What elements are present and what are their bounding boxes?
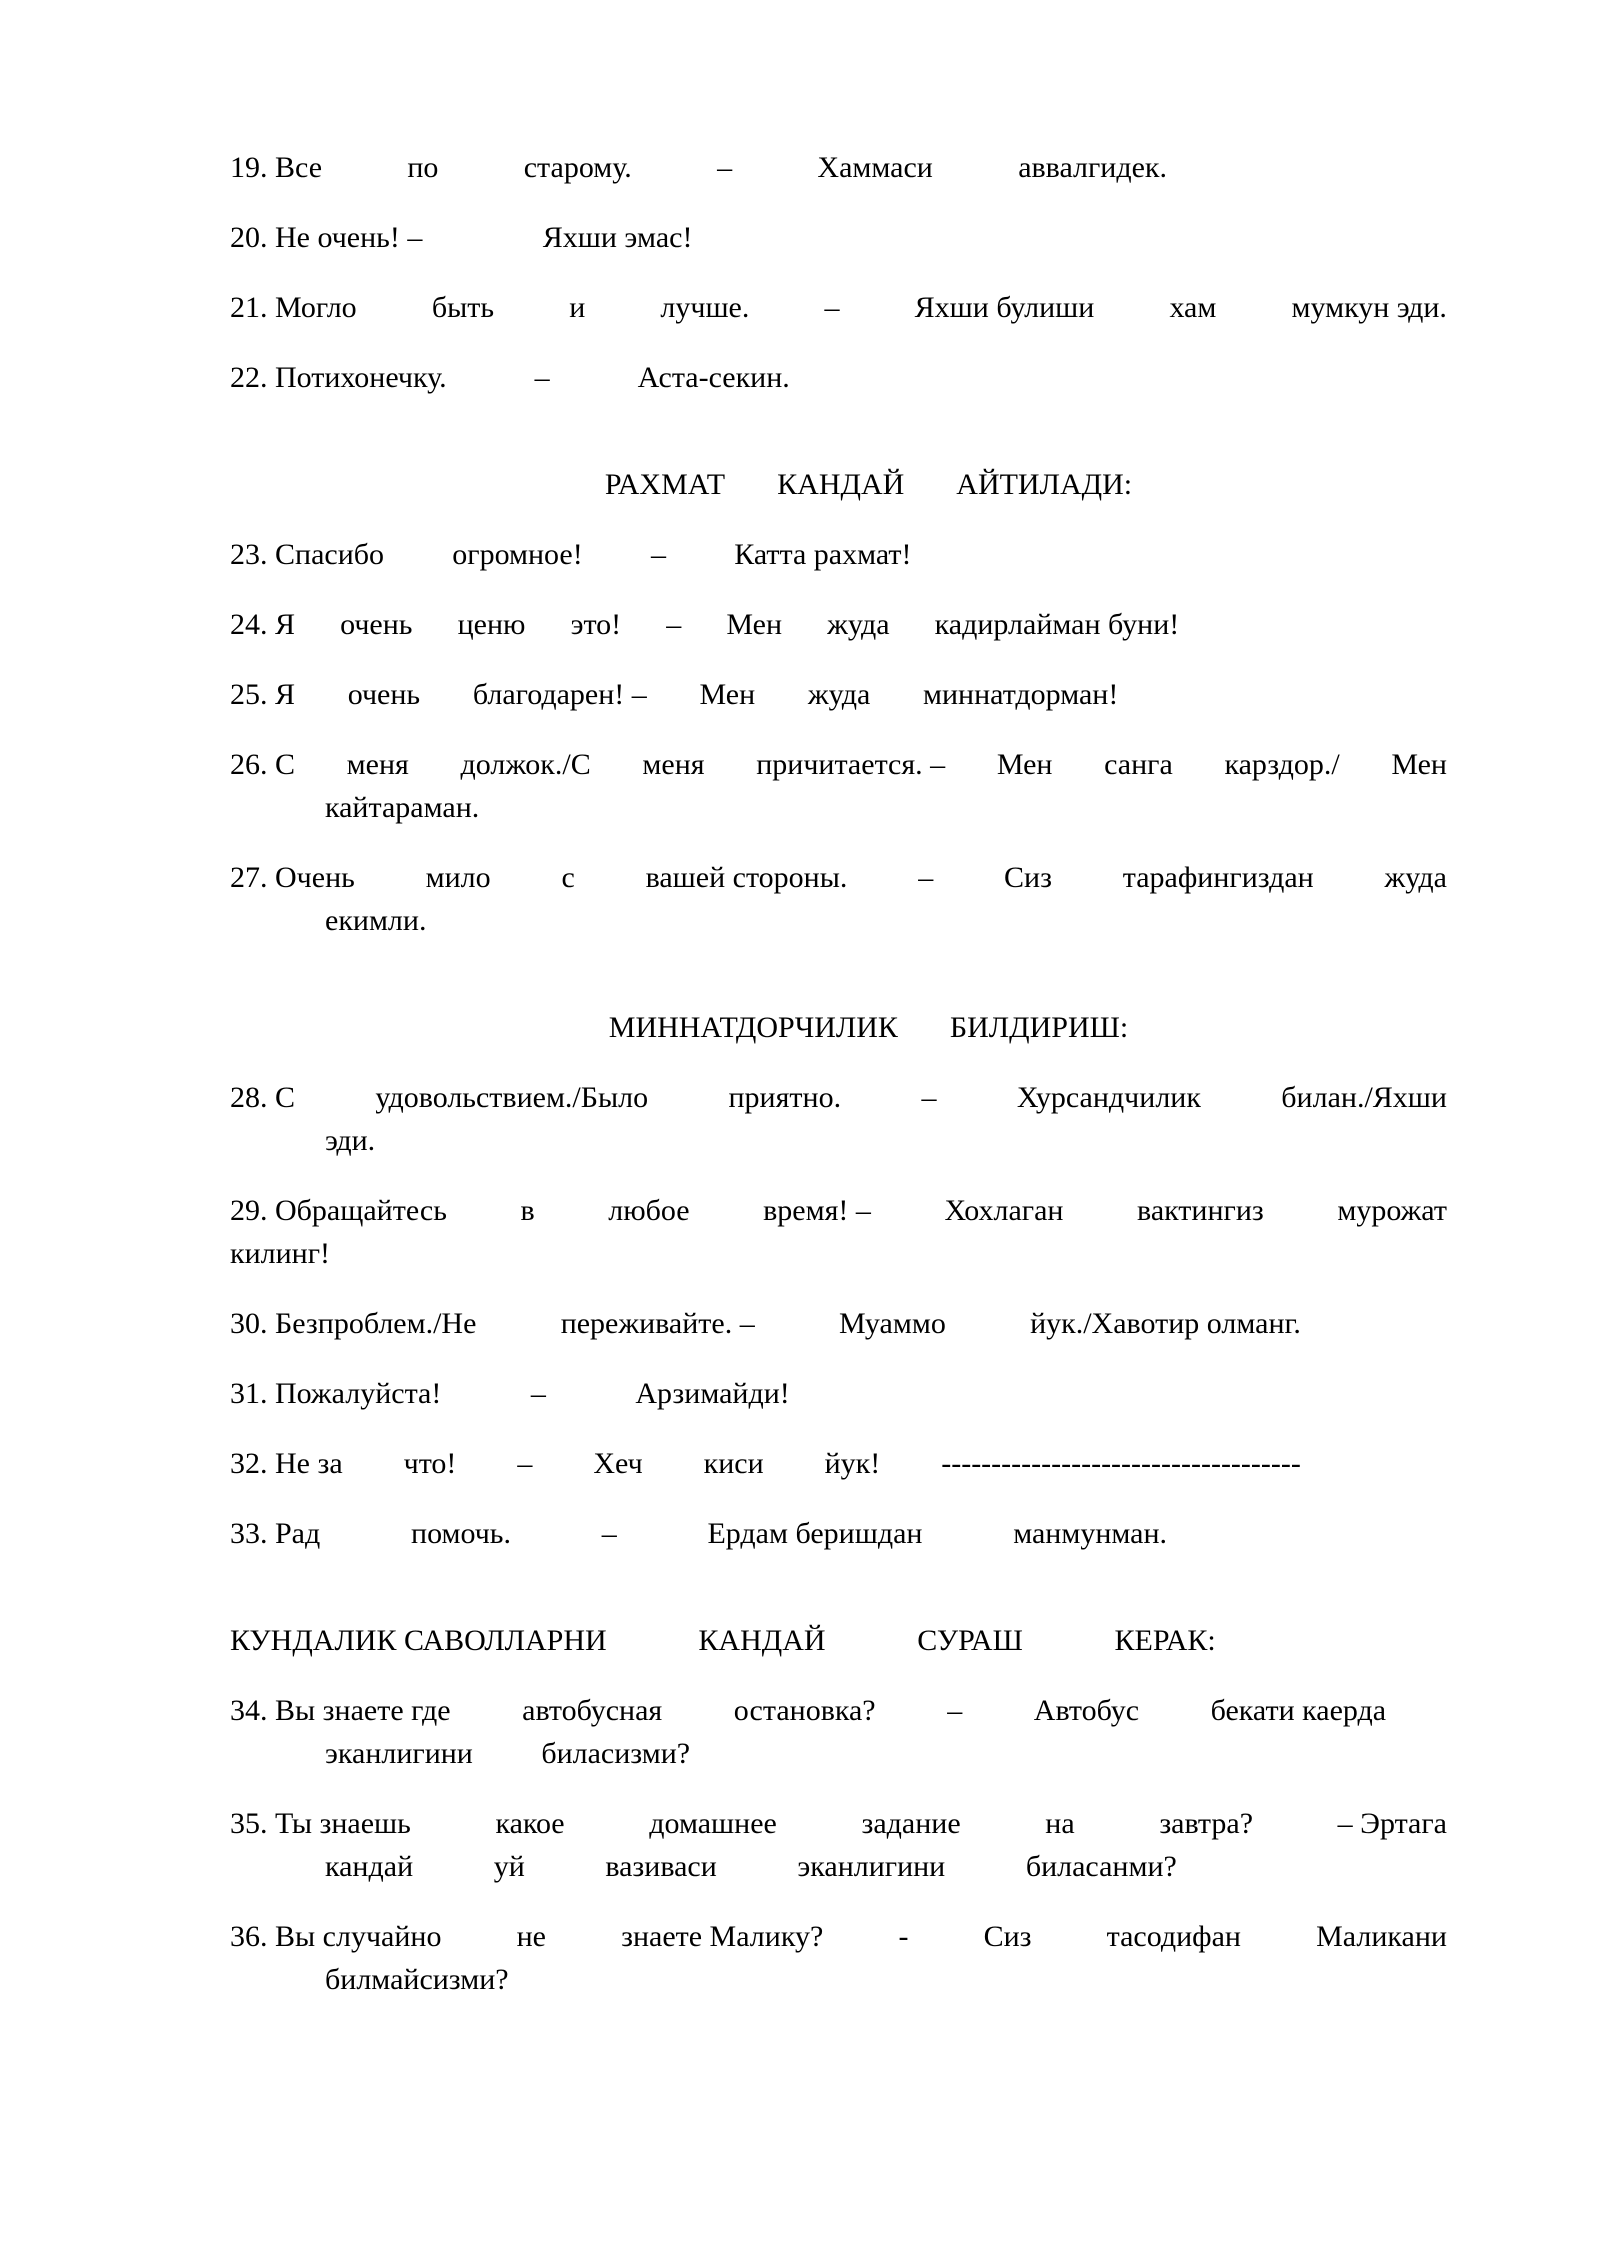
item-19 bbox=[230, 146, 1447, 189]
phrase-token: КАНДАЙ bbox=[777, 468, 905, 501]
phrase-line bbox=[230, 603, 1179, 646]
item-36 bbox=[230, 1915, 1447, 2001]
phrase-token: 32. Не за bbox=[230, 1447, 343, 1480]
phrase-line bbox=[230, 216, 692, 259]
phrase-line bbox=[230, 1442, 1301, 1485]
phrase-token: Мен bbox=[996, 748, 1053, 781]
phrase-token: мурожат bbox=[1337, 1194, 1447, 1227]
phrase-token: уй bbox=[493, 1850, 525, 1883]
phrase-token: Маликани bbox=[1316, 1920, 1447, 1953]
item-22 bbox=[230, 356, 1447, 399]
phrase-token: – bbox=[601, 1517, 617, 1550]
phrase-token: йук./Хавотир олманг. bbox=[1030, 1307, 1301, 1340]
phrase-token: Аста-секин. bbox=[637, 361, 790, 394]
phrase-line bbox=[325, 1958, 1447, 2001]
phrase-token: – Эртага bbox=[1337, 1807, 1447, 1840]
phrase-token: санга bbox=[1104, 748, 1173, 781]
phrase-token: 35. Ты знаешь bbox=[230, 1807, 411, 1840]
phrase-line bbox=[230, 146, 1167, 189]
phrase-token: на bbox=[1045, 1807, 1075, 1840]
phrase-token: Яхши булиши bbox=[914, 291, 1095, 324]
phrase-token: БИЛДИРИШ: bbox=[949, 1011, 1129, 1044]
item-29 bbox=[230, 1189, 1447, 1275]
phrase-token: – bbox=[921, 1081, 937, 1114]
phrase-token: домашнее bbox=[649, 1807, 777, 1840]
phrase-token: МИННАТДОРЧИЛИК bbox=[608, 1011, 898, 1044]
phrase-token: 29. Обращайтесь bbox=[230, 1194, 447, 1227]
section-heading bbox=[230, 1619, 1216, 1662]
phrase-token: вазиваси bbox=[605, 1850, 717, 1883]
phrase-token: 28. С bbox=[230, 1081, 296, 1114]
section-heading bbox=[260, 1006, 1477, 1049]
phrase-token: огромное! bbox=[452, 538, 583, 571]
item-33 bbox=[230, 1512, 1447, 1555]
item-34 bbox=[230, 1689, 1447, 1775]
phrase-token: тасодифан bbox=[1106, 1920, 1241, 1953]
phrase-line bbox=[230, 1802, 1447, 1845]
phrase-token: Хаммаси bbox=[817, 151, 933, 184]
phrase-token: КУНДАЛИК САВОЛЛАРНИ bbox=[230, 1624, 607, 1657]
phrase-token: старому. bbox=[523, 151, 632, 184]
item-24 bbox=[230, 603, 1447, 646]
phrase-token: быть bbox=[431, 291, 495, 324]
phrase-token: очень bbox=[340, 608, 413, 641]
phrase-line bbox=[230, 856, 1447, 899]
phrase-token: Арзимайди! bbox=[635, 1377, 790, 1410]
phrase-token: киси bbox=[703, 1447, 764, 1480]
phrase-token: завтра? bbox=[1159, 1807, 1254, 1840]
phrase-token: – bbox=[650, 538, 666, 571]
phrase-token: Хохлаган bbox=[944, 1194, 1064, 1227]
phrase-token: КЕРАК: bbox=[1114, 1624, 1216, 1657]
phrase-line bbox=[230, 1689, 1386, 1732]
phrase-token: килинг! bbox=[230, 1237, 331, 1270]
phrase-token: жуда bbox=[807, 678, 871, 711]
phrase-token: мило bbox=[425, 861, 491, 894]
phrase-token: удовольствием./Было bbox=[375, 1081, 649, 1114]
phrase-token: 26. С bbox=[230, 748, 296, 781]
phrase-token: приятно. bbox=[728, 1081, 842, 1114]
item-21 bbox=[230, 286, 1447, 329]
phrase-token: Хеч bbox=[593, 1447, 643, 1480]
phrase-token: Сиз bbox=[983, 1920, 1032, 1953]
phrase-token: вашей стороны. bbox=[645, 861, 848, 894]
phrase-token: СУРАШ bbox=[917, 1624, 1023, 1657]
phrase-line bbox=[230, 1915, 1447, 1958]
phrase-token: 22. Потихонечку. bbox=[230, 361, 447, 394]
phrase-token: Мен bbox=[726, 608, 783, 641]
item-31 bbox=[230, 1372, 1447, 1415]
phrase-token: 34. Вы знаете где bbox=[230, 1694, 451, 1727]
phrase-token: автобусная bbox=[522, 1694, 663, 1727]
phrase-line bbox=[230, 286, 1447, 329]
phrase-line bbox=[230, 1512, 1167, 1555]
phrase-token: – bbox=[534, 361, 550, 394]
phrase-token: КАНДАЙ bbox=[698, 1624, 826, 1657]
phrase-token: это! bbox=[570, 608, 622, 641]
phrase-line bbox=[325, 1732, 690, 1775]
phrase-token: эди. bbox=[325, 1124, 376, 1157]
phrase-token: РАХМАТ bbox=[604, 468, 726, 501]
dash-separator: - bbox=[898, 1920, 909, 1953]
phrase-token: – bbox=[666, 608, 682, 641]
phrase-token: 33. Рад bbox=[230, 1517, 321, 1550]
phrase-token: кайтараман. bbox=[325, 791, 480, 824]
phrase-line bbox=[230, 533, 912, 576]
phrase-line bbox=[230, 1302, 1301, 1345]
phrase-token: миннатдорман! bbox=[923, 678, 1119, 711]
item-27 bbox=[230, 856, 1447, 942]
phrase-token: помочь. bbox=[411, 1517, 511, 1550]
phrase-token: Ердам беришдан bbox=[707, 1517, 923, 1550]
phrase-token: что! bbox=[403, 1447, 457, 1480]
phrase-token: и bbox=[569, 291, 586, 324]
phrase-token: билмайсизми? bbox=[325, 1963, 509, 1996]
phrase-token: манмунман. bbox=[1013, 1517, 1168, 1550]
phrase-token: мумкун эди. bbox=[1291, 291, 1447, 324]
dash-separator: ------------------------------------ bbox=[941, 1447, 1301, 1480]
phrase-token: знаете Малику? bbox=[621, 1920, 824, 1953]
phrase-token: – bbox=[918, 861, 934, 894]
phrase-token: 23. Спасибо bbox=[230, 538, 385, 571]
phrase-token: эканлигини bbox=[797, 1850, 946, 1883]
phrase-line bbox=[230, 1372, 790, 1415]
phrase-line bbox=[230, 356, 790, 399]
phrase-token: по bbox=[407, 151, 439, 184]
phrase-token: не bbox=[516, 1920, 546, 1953]
section-heading bbox=[260, 463, 1477, 506]
phrase-token: Катта рахмат! bbox=[734, 538, 912, 571]
phrase-token: благодарен! – bbox=[472, 678, 647, 711]
item-23 bbox=[230, 533, 1447, 576]
phrase-token: биласизми? bbox=[541, 1737, 691, 1770]
phrase-token: любое bbox=[608, 1194, 690, 1227]
phrase-token: жуда bbox=[827, 608, 890, 641]
phrase-token: АЙТИЛАДИ: bbox=[956, 468, 1133, 501]
phrase-token: – bbox=[517, 1447, 533, 1480]
phrase-token: тарафингиздан bbox=[1122, 861, 1314, 894]
phrase-token: Яхши эмас! bbox=[542, 221, 693, 254]
phrase-token: какое bbox=[495, 1807, 565, 1840]
phrase-line bbox=[230, 1189, 1447, 1232]
item-25 bbox=[230, 673, 1447, 716]
phrase-token: в bbox=[520, 1194, 535, 1227]
phrase-token: кадирлайман буни! bbox=[934, 608, 1180, 641]
phrase-token: аввалгидек. bbox=[1018, 151, 1168, 184]
phrase-token: – bbox=[947, 1694, 963, 1727]
phrase-line bbox=[230, 1076, 1447, 1119]
phrase-line bbox=[230, 743, 1447, 786]
phrase-token: 36. Вы случайно bbox=[230, 1920, 442, 1953]
phrase-token: эканлигини bbox=[325, 1737, 473, 1770]
phrase-token: меня bbox=[346, 748, 409, 781]
phrase-token: бекати каерда bbox=[1210, 1694, 1387, 1727]
phrase-token: задание bbox=[861, 1807, 961, 1840]
phrase-line bbox=[325, 899, 1447, 942]
phrase-token: очень bbox=[347, 678, 421, 711]
item-30 bbox=[230, 1302, 1447, 1345]
phrase-token: вактингиз bbox=[1137, 1194, 1264, 1227]
phrase-token: Сиз bbox=[1004, 861, 1052, 894]
phrase-token: 21. Могло bbox=[230, 291, 357, 324]
phrase-token: кандай bbox=[325, 1850, 414, 1883]
phrase-token: билан./Яхши bbox=[1281, 1081, 1447, 1114]
phrase-token: должок./С bbox=[460, 748, 591, 781]
phrase-token: Автобус bbox=[1033, 1694, 1140, 1727]
phrase-token: меня bbox=[642, 748, 705, 781]
phrase-token: 19. Все bbox=[230, 151, 323, 184]
phrase-token: Мен bbox=[699, 678, 756, 711]
phrase-line bbox=[325, 1119, 1447, 1162]
phrase-line bbox=[325, 1845, 1177, 1888]
phrase-token: 20. Не очень! – bbox=[230, 221, 423, 254]
phrase-line bbox=[230, 673, 1118, 716]
item-26 bbox=[230, 743, 1447, 829]
phrase-token: Мен bbox=[1391, 748, 1447, 781]
phrase-token: – bbox=[717, 151, 733, 184]
item-35 bbox=[230, 1802, 1447, 1888]
phrase-token: – bbox=[530, 1377, 546, 1410]
phrase-token: остановка? bbox=[733, 1694, 876, 1727]
phrase-token: с bbox=[561, 861, 575, 894]
phrase-token: 31. Пожалуйста! bbox=[230, 1377, 442, 1410]
phrase-token: 27. Очень bbox=[230, 861, 355, 894]
phrase-token: Муаммо bbox=[839, 1307, 946, 1340]
phrase-token: время! – bbox=[763, 1194, 871, 1227]
phrase-token: 25. Я bbox=[230, 678, 296, 711]
item-20 bbox=[230, 216, 1447, 259]
phrase-token: ценю bbox=[457, 608, 526, 641]
phrase-token: лучше. bbox=[660, 291, 750, 324]
phrase-line bbox=[325, 786, 1447, 829]
phrase-line bbox=[230, 1232, 1447, 1275]
phrase-token: биласанми? bbox=[1025, 1850, 1177, 1883]
phrase-token: жуда bbox=[1384, 861, 1447, 894]
phrase-token: йук! bbox=[824, 1447, 881, 1480]
item-32 bbox=[230, 1442, 1447, 1485]
phrase-token: хам bbox=[1169, 291, 1217, 324]
phrase-token: 24. Я bbox=[230, 608, 296, 641]
item-28 bbox=[230, 1076, 1447, 1162]
phrase-token: 30. Безпроблем./Не bbox=[230, 1307, 477, 1340]
phrase-token: карздор./ bbox=[1224, 748, 1340, 781]
phrase-token: причитается. – bbox=[756, 748, 946, 781]
phrase-token: переживайте. – bbox=[560, 1307, 755, 1340]
phrase-token: – bbox=[824, 291, 840, 324]
phrase-token: екимли. bbox=[325, 904, 427, 937]
phrase-token: Хурсандчилик bbox=[1016, 1081, 1201, 1114]
